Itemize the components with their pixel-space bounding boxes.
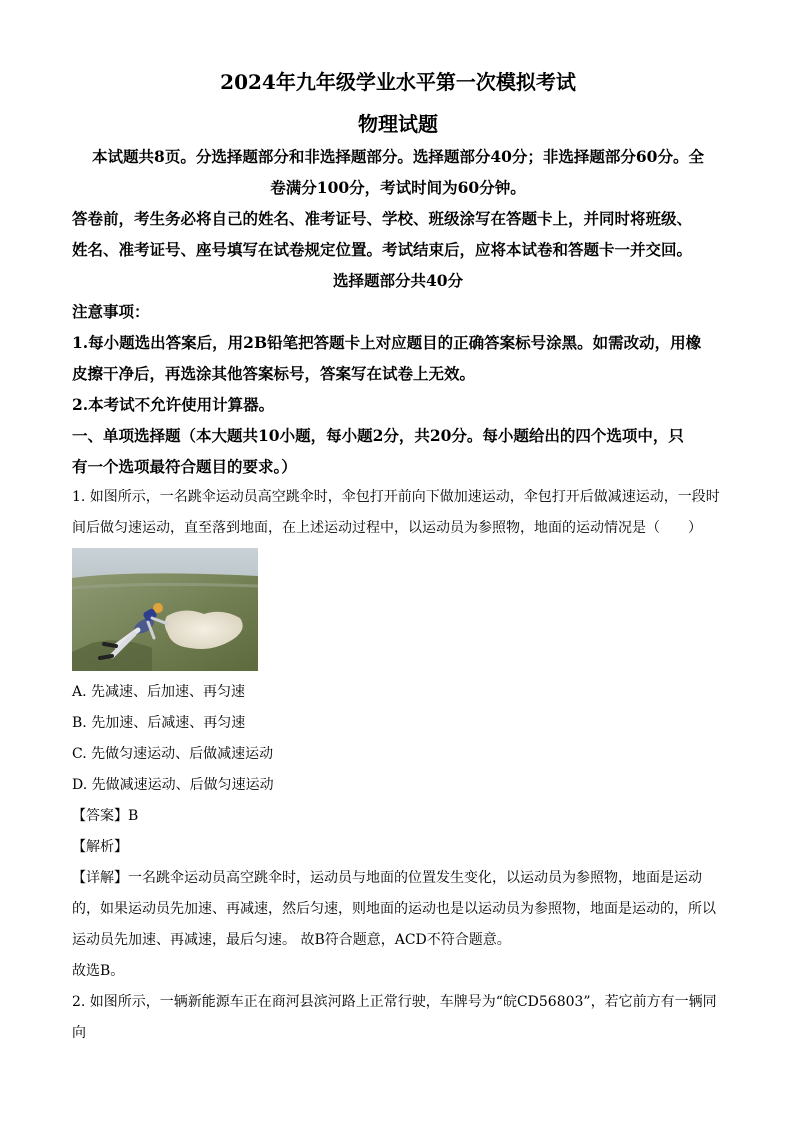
detail-label: 【详解】 <box>72 870 128 886</box>
notes-line-2: 皮擦干净后，再选涂其他答案标号，答案写在试卷上无效。 <box>72 364 476 383</box>
question-2-stem-line-1: 2. 如图所示，一辆新能源车正在商河县滨河路上正常行驶，车牌号为“皖CD56803”，若它前方有一辆同向 <box>72 994 717 1041</box>
question-1 <box>72 482 724 987</box>
exam-page <box>72 68 724 1049</box>
exam-title: 2024年九年级学业水平第一次模拟考试 <box>220 70 576 94</box>
option-c: C. 先做匀速运动、后做减速运动 <box>72 746 274 762</box>
analysis-label: 【解析】 <box>72 839 128 855</box>
conclusion: 故选B。 <box>72 963 125 979</box>
notes-heading: 注意事项： <box>72 302 150 321</box>
detail-line-3: 运动员先加速、再减速，最后匀速。 故B符合题意，ACD不符合题意。 <box>72 932 511 948</box>
notes-line-1: 1.每小题选出答案后，用2B铅笔把答题卡上对应题目的正确答案标号涂黑。如需改动，用橡 <box>72 333 702 352</box>
option-a: A. 先减速、后加速、再匀速 <box>72 684 246 700</box>
notes-line-3: 2.本考试不允许使用计算器。 <box>72 395 275 414</box>
intro-line-1: 本试题共8页。分选择题部分和非选择题部分。选择题部分40分；非选择题部分60分。全 <box>92 147 704 166</box>
part-one-line-2: 有一个选项最符合题目的要求。） <box>72 457 297 476</box>
section-header: 选择题部分共40分 <box>332 271 464 290</box>
part-one-heading <box>72 420 724 482</box>
detail-line-2: 的，如果运动员先加速、再减速，然后匀速，则地面的运动也是以运动员为参照物，地面是运动的，所以 <box>72 901 716 917</box>
detail-text-1: 一名跳伞运动员高空跳伞时，运动员与地面的位置发生变化，以运动员为参照物，地面是运动 <box>128 870 702 886</box>
exam-subtitle: 物理试题 <box>358 112 438 136</box>
skydiver-photo <box>72 548 258 671</box>
question-2 <box>72 987 724 1049</box>
intro-line-2: 卷满分100分，考试时间为60分钟。 <box>270 178 526 197</box>
intro-line-3: 答卷前，考生务必将自己的姓名、准考证号、学校、班级涂写在答题卡上，并同时将班级、 <box>72 209 693 228</box>
part-one-line-1: 一、单项选择题（本大题共10小题，每小题2分，共20分。每小题给出的四个选项中，只 <box>72 426 684 445</box>
answer-label: 【答案】 <box>72 808 128 824</box>
option-b: B. 先加速、后减速、再匀速 <box>72 715 246 731</box>
answer-value: B <box>128 808 139 824</box>
option-d: D. 先做减速运动、后做匀速运动 <box>72 777 274 793</box>
question-1-stem-line-2: 间后做匀速运动，直至落到地面，在上述运动过程中，以运动员为参照物，地面的运动情况是（ ） <box>72 520 702 536</box>
detail-line-1 <box>72 863 724 894</box>
answer-line <box>72 801 724 832</box>
question-1-stem-line-1: 1. 如图所示，一名跳伞运动员高空跳伞时，伞包打开前向下做加速运动，伞包打开后做减速运动，一段时 <box>72 489 720 505</box>
notes-block <box>72 296 724 420</box>
intro-line-4: 姓名、准考证号、座号填写在试卷规定位置。考试结束后，应将本试卷和答题卡一并交回。 <box>72 240 693 259</box>
intro-block <box>72 141 724 265</box>
